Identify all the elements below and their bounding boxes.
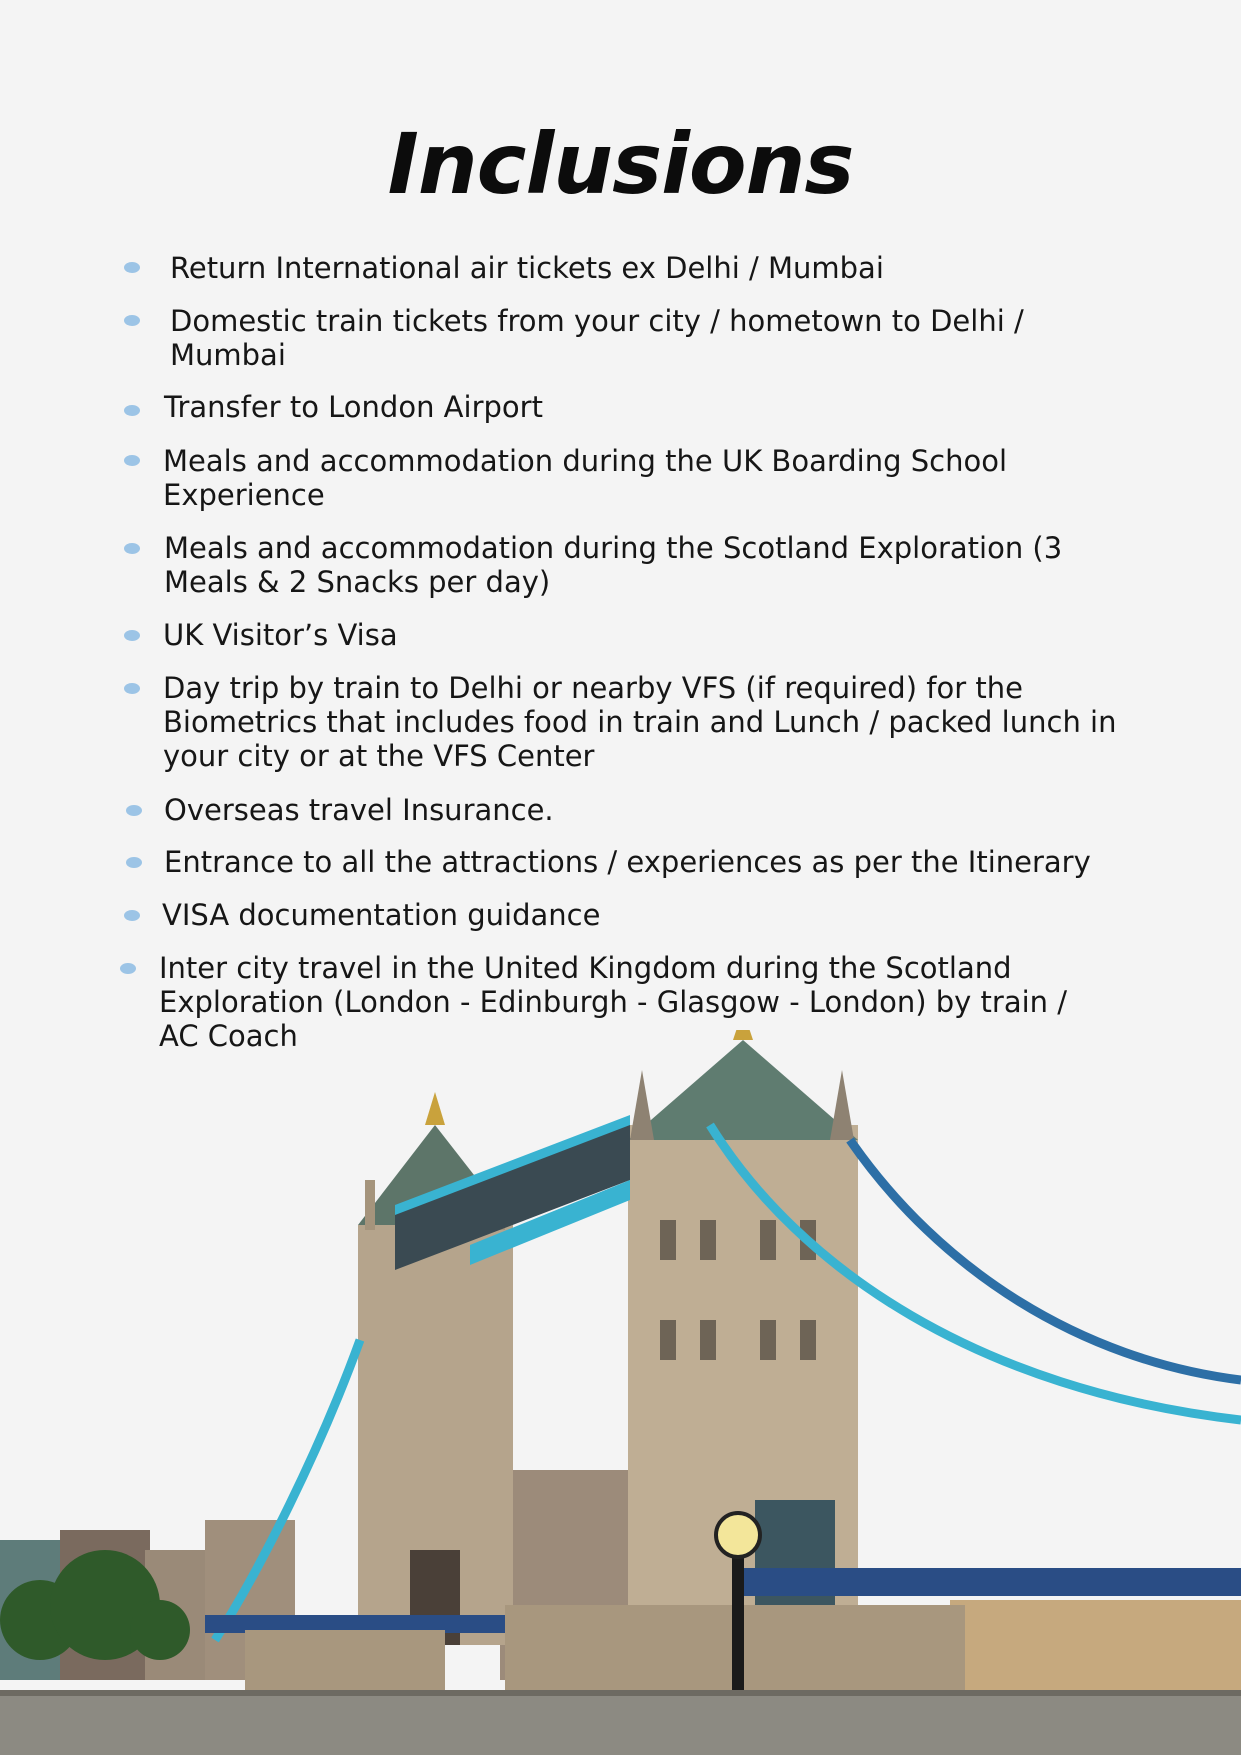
bullet-icon <box>124 683 140 694</box>
list-item: Meals and accommodation during the Scotland Exploration (3 Meals & 2 Snacks per day) <box>164 531 1063 599</box>
list-item: Meals and accommodation during the UK Boarding School Experience <box>163 444 1008 512</box>
list-item: Overseas travel Insurance. <box>164 793 554 827</box>
list-item: Return International air tickets ex Delhi / Mumbai <box>170 251 884 285</box>
bullet-icon <box>124 910 140 921</box>
bridge-deck <box>740 1568 1241 1596</box>
list-item: Entrance to all the attractions / experiences as per the Itinerary <box>164 845 1091 879</box>
page-title: Inclusions <box>387 115 854 213</box>
bullet-icon <box>126 805 142 816</box>
list-item: VISA documentation guidance <box>162 898 601 932</box>
list-item: Inter city travel in the United Kingdom during the Scotland Exploration (London - Edinburgh - Glasgow - London) by train / AC Coach <box>159 951 1068 1053</box>
bullet-icon <box>124 262 140 273</box>
list-item: Domestic train tickets from your city / hometown to Delhi / Mumbai <box>170 304 1024 372</box>
list-item: UK Visitor’s Visa <box>163 618 398 652</box>
list-item: Day trip by train to Delhi or nearby VFS (if required) for the Biometrics that includes food in train and Lunch / packed lunch in your city or at the VFS Center <box>163 671 1117 773</box>
bullet-icon <box>124 455 140 466</box>
bullet-icon <box>124 630 140 641</box>
river <box>0 1690 1241 1755</box>
tower-bridge-photo <box>0 1030 1241 1755</box>
bullet-icon <box>124 405 140 416</box>
bullet-icon <box>126 857 142 868</box>
bullet-icon <box>124 543 140 554</box>
bullet-icon <box>120 963 136 974</box>
list-item: Transfer to London Airport <box>164 390 543 424</box>
bullet-icon <box>124 315 140 326</box>
